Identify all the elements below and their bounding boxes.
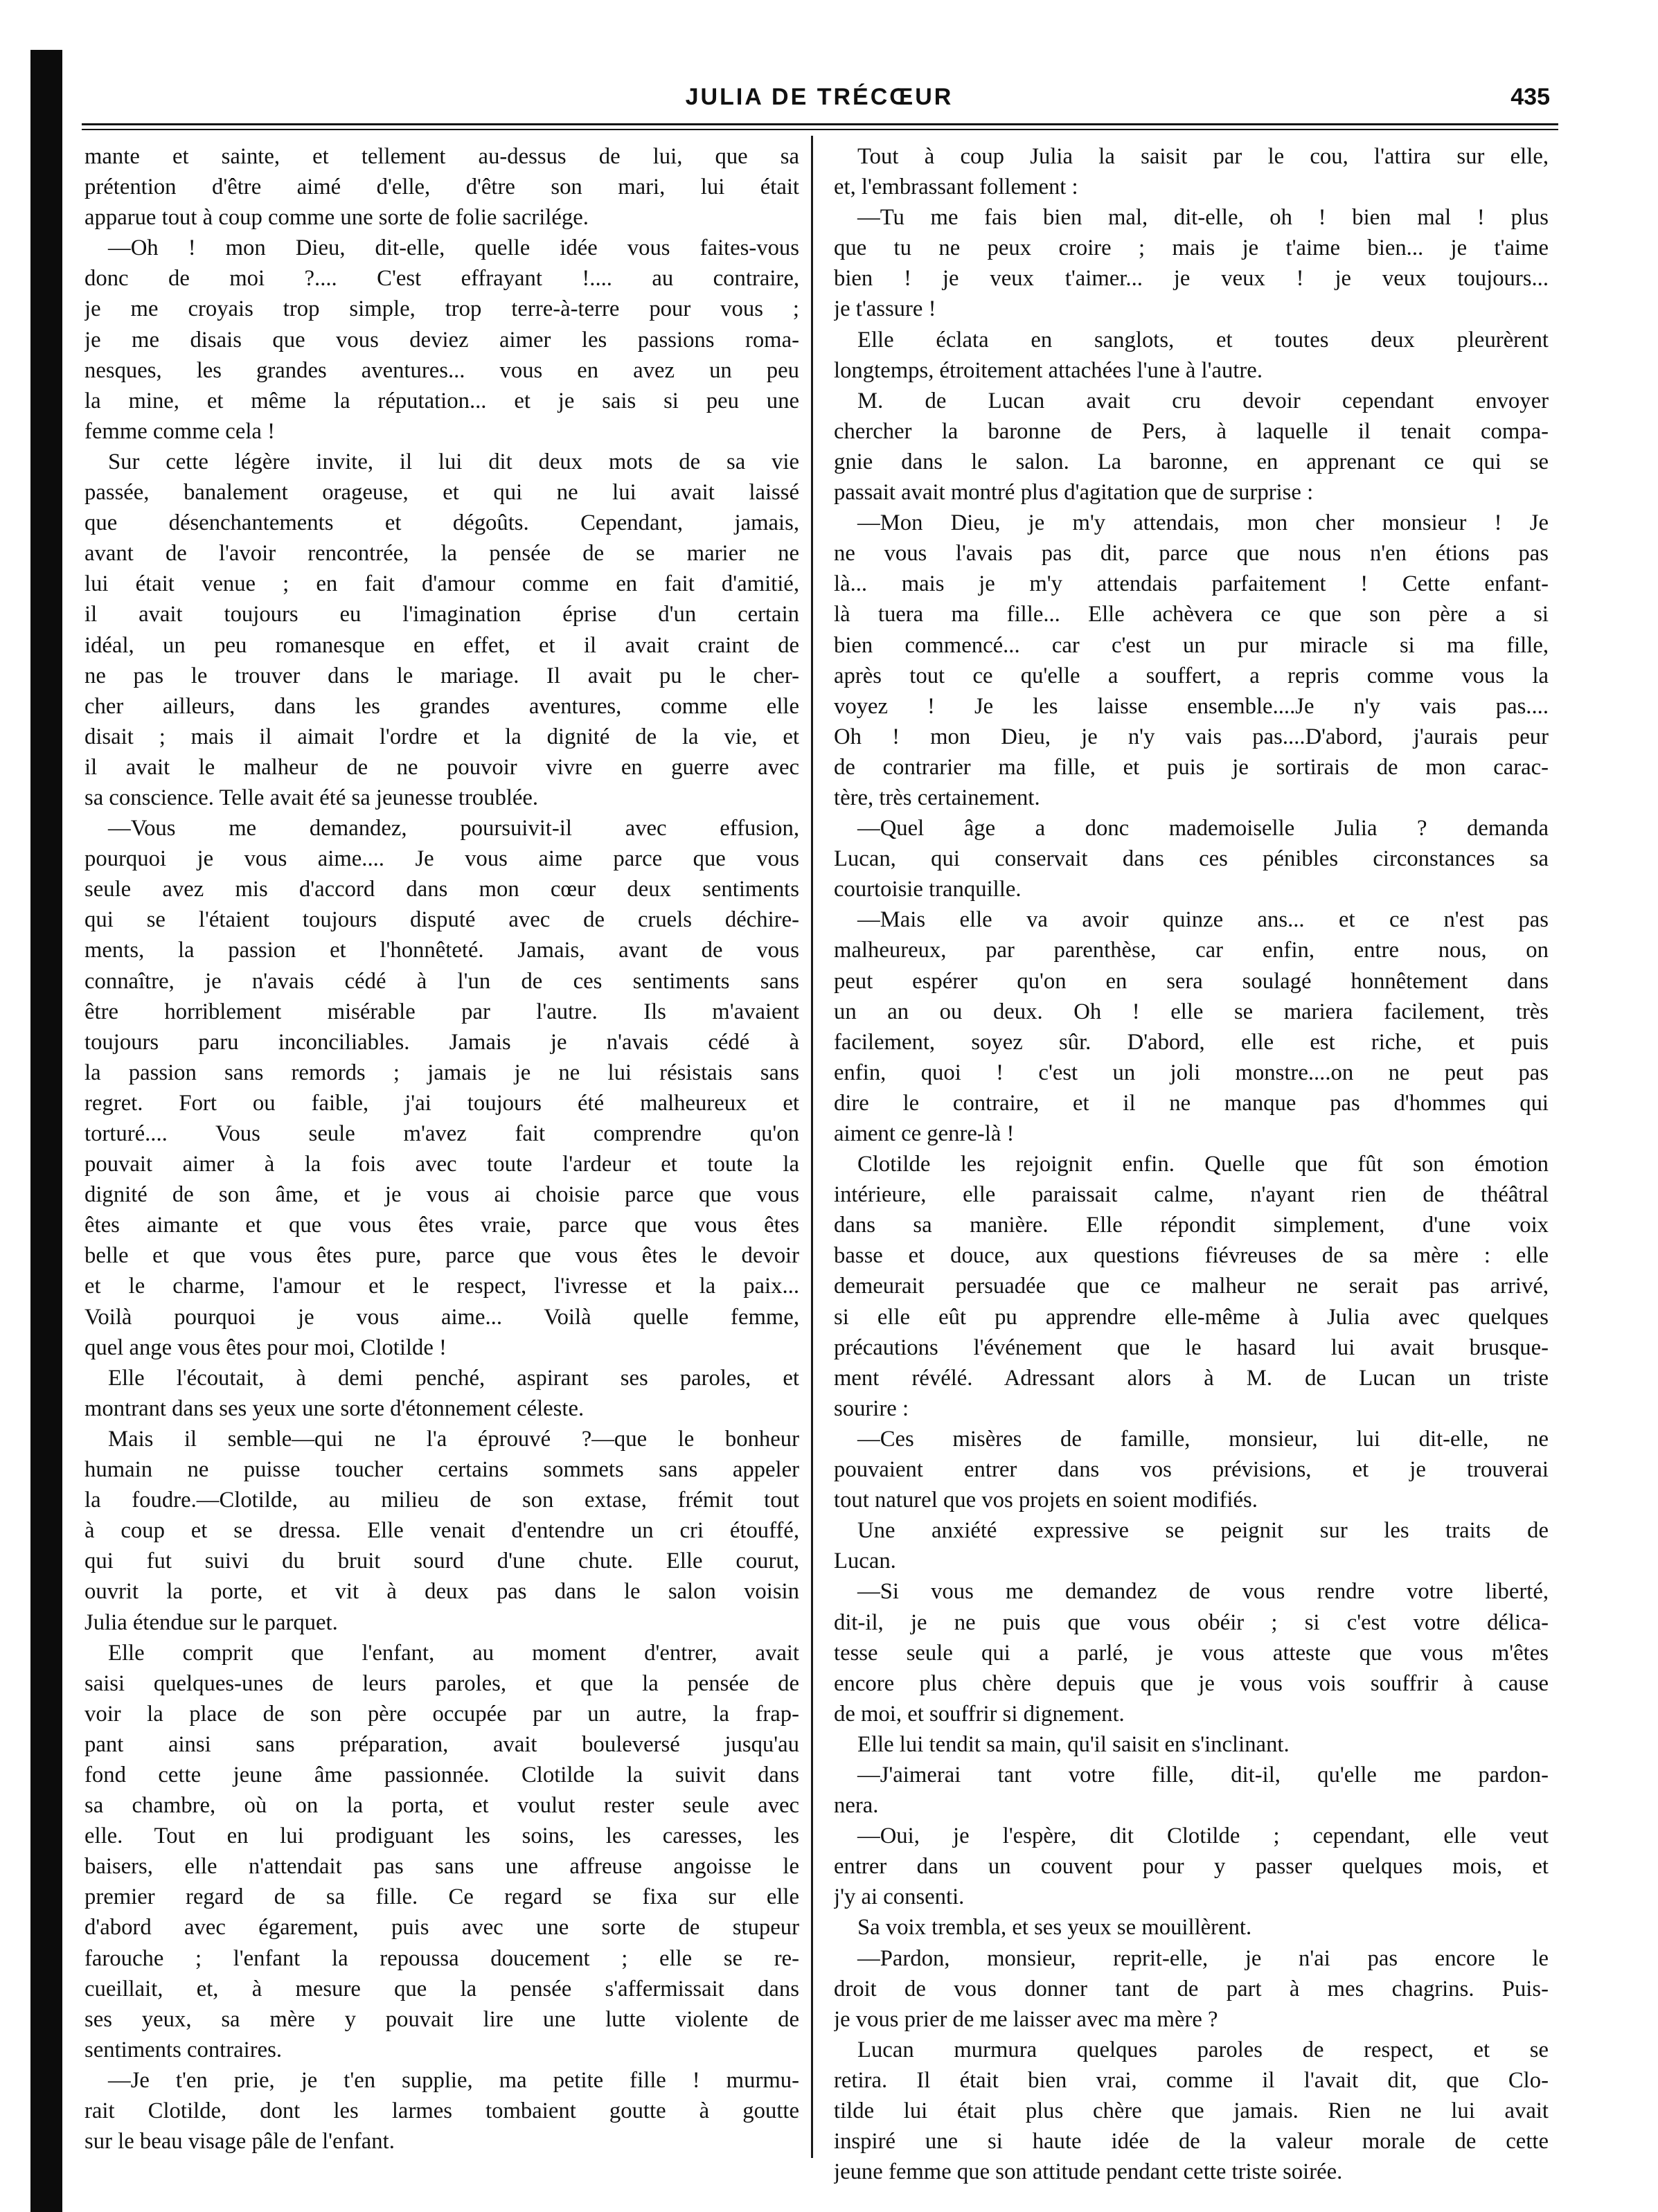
text-line: un an ou deux. Oh ! elle se mariera facilement, très (834, 999, 1549, 1024)
text-line: Lucan. (834, 1549, 896, 1574)
text-line: —Ces misères de famille, monsieur, lui dit-elle, ne (857, 1426, 1549, 1452)
text-line: être horriblement misérable par l'autre. Ils m'avaient (84, 999, 799, 1024)
text-line: tout naturel que vos projets en soient modifiés. (834, 1488, 1258, 1513)
text-line: —Quel âge a donc mademoiselle Julia ? demanda (857, 816, 1549, 841)
text-line: farouche ; l'enfant la repoussa doucement ; elle se re- (84, 1945, 799, 1971)
text-line: Clotilde les rejoignit enfin. Quelle que fût son émotion (857, 1152, 1549, 1177)
text-line: —Mon Dieu, je m'y attendais, mon cher monsieur ! Je (857, 510, 1549, 536)
text-line: peut espérer qu'on en sera soulagé honnêtement dans (834, 968, 1549, 994)
text-line: gnie dans le salon. La baronne, en apprenant ce qui se (834, 449, 1549, 474)
text-line: facilement, soyez sûr. D'abord, elle est riche, et puis (834, 1029, 1549, 1055)
text-line: je t'assure ! (834, 296, 936, 322)
text-line: je me disais que vous deviez aimer les passions roma- (84, 327, 799, 353)
text-line: ouvrit la porte, et vit à deux pas dans le salon voisin (84, 1579, 799, 1605)
text-line: et le charme, l'amour et le respect, l'ivresse et la paix... (84, 1274, 799, 1299)
text-line: Elle l'écoutait, à demi penché, aspirant ses paroles, et (108, 1365, 799, 1391)
header-rule-secondary (82, 129, 1558, 130)
text-line: —Oh ! mon Dieu, dit-elle, quelle idée vous faites-vous (108, 235, 799, 261)
text-line: dire le contraire, et il ne manque pas d'hommes qui (834, 1090, 1549, 1116)
text-line: aiment ce genre-là ! (834, 1121, 1015, 1146)
text-line: premier regard de sa fille. Ce regard se fixa sur elle (84, 1884, 799, 1910)
text-line: tesse seule qui a parlé, je vous atteste que vous m'êtes (834, 1640, 1549, 1666)
text-line: —Je t'en prie, je t'en supplie, ma petite fille ! murmu- (108, 2067, 799, 2093)
text-line: Julia étendue sur le parquet. (84, 1609, 338, 1635)
text-line: regret. Fort ou faible, j'ai toujours été malheureux et (84, 1090, 799, 1116)
text-line: pant ainsi sans préparation, avait bouleversé jusqu'au (84, 1731, 799, 1757)
text-line: toujours paru inconciliables. Jamais je n'avais cédé à (84, 1029, 799, 1055)
text-line: femme comme cela ! (84, 418, 275, 444)
text-column-right (834, 141, 1549, 2187)
text-line: nera. (834, 1793, 879, 1819)
text-line: —Mais elle va avoir quinze ans... et ce n'est pas (857, 907, 1549, 933)
text-line: Elle lui tendit sa main, qu'il saisit en s'inclinant. (857, 1731, 1290, 1757)
text-line: si elle eût pu apprendre elle-même à Julia avec quelques (834, 1304, 1549, 1330)
text-line: passée, banalement orageuse, et qui ne lui avait laissé (84, 480, 799, 506)
text-line: Oh ! mon Dieu, je n'y vais pas....D'abord, j'aurais peur (834, 724, 1549, 749)
text-line: courtoisie tranquille. (834, 877, 1022, 902)
text-line: montrant dans ses yeux une sorte d'étonnement céleste. (84, 1395, 585, 1421)
text-line: précautions l'événement que le hasard lui avait brusque- (834, 1335, 1549, 1360)
text-line: droit de vous donner tant de part à mes chagrins. Puis- (834, 1976, 1549, 2001)
text-line: —Si vous me demandez de vous rendre votre liberté, (857, 1579, 1549, 1605)
text-line: M. de Lucan avait cru devoir cependant envoyer (857, 388, 1549, 413)
text-line: voyez ! Je les laisse ensemble....Je n'y vais pas.... (834, 693, 1549, 719)
text-line: entrer dans un couvent pour y passer quelques mois, et (834, 1854, 1549, 1880)
page-number: 435 (1510, 84, 1550, 110)
text-line: Voilà pourquoi je vous aime... Voilà quelle femme, (84, 1304, 799, 1330)
text-line: pourquoi je vous aime.... Je vous aime parce que vous (84, 846, 799, 872)
text-line: prétention d'être aimé d'elle, d'être son mari, lui était (84, 175, 799, 200)
text-line: lui était venue ; en fait d'amour comme en fait d'amitié, (84, 571, 799, 597)
binding-edge (30, 50, 62, 2212)
page-header (82, 78, 1557, 116)
text-line: sa conscience. Telle avait été sa jeunesse troublée. (84, 785, 539, 810)
text-line: Mais il semble—qui ne l'a éprouvé ?—que le bonheur (108, 1426, 799, 1452)
text-line: il avait le malheur de ne pouvoir vivre en guerre avec (84, 754, 799, 780)
text-line: sourire : (834, 1395, 909, 1421)
text-line: sur le beau visage pâle de l'enfant. (84, 2129, 395, 2155)
text-line: Elle comprit que l'enfant, au moment d'entrer, avait (108, 1640, 799, 1666)
text-line: fond cette jeune âme passionnée. Clotilde la suivit dans (84, 1762, 799, 1787)
text-line: tère, très certainement. (834, 785, 1040, 810)
text-line: ments, la passion et l'honnêteté. Jamais, avant de vous (84, 938, 799, 963)
text-line: quel ange vous êtes pour moi, Clotilde ! (84, 1335, 447, 1360)
text-line: qui se l'étaient toujours disputé avec de cruels déchire- (84, 907, 799, 933)
text-line: retira. Il était bien vrai, comme il l'avait dit, que Clo- (834, 2067, 1549, 2093)
text-line: humain ne puisse toucher certains sommets sans appeler (84, 1457, 799, 1483)
text-line: ne pas le trouver dans le mariage. Il avait pu le cher- (84, 663, 799, 688)
text-line: demeurait persuadée que ce malheur ne serait pas arrivé, (834, 1274, 1549, 1299)
text-line: bien commencé... car c'est un pur miracle si ma fille, (834, 632, 1549, 658)
text-line: cher ailleurs, dans les grandes aventures, comme elle (84, 693, 799, 719)
text-column-left (84, 141, 799, 2157)
text-line: pouvaient entrer dans vos prévisions, et je trouverai (834, 1457, 1549, 1483)
text-line: Lucan, qui conservait dans ces pénibles circonstances sa (834, 846, 1549, 872)
text-line: cueillait, et, à mesure que la pensée s'affermissait dans (84, 1976, 799, 2001)
text-line: dit-il, je ne puis que vous obéir ; si c'est votre délica- (834, 1609, 1549, 1635)
text-line: belle et que vous êtes pure, parce que vous êtes le devoir (84, 1243, 799, 1269)
column-divider (811, 136, 813, 2158)
text-line: voir la place de son père occupée par un autre, la frap- (84, 1701, 799, 1727)
text-line: enfin, quoi ! c'est un joli monstre....on ne peut pas (834, 1060, 1549, 1085)
text-line: la passion sans remords ; jamais je ne lui résistais sans (84, 1060, 799, 1085)
text-line: —Vous me demandez, poursuivit-il avec effusion, (108, 816, 799, 841)
text-line: apparue tout à coup comme une sorte de folie sacrilége. (84, 205, 589, 231)
text-line: —Tu me fais bien mal, dit-elle, oh ! bien mal ! plus (857, 205, 1549, 231)
text-line: Elle éclata en sanglots, et toutes deux pleurèrent (857, 327, 1549, 353)
text-line: avant de l'avoir rencontrée, la pensée de se marier ne (84, 541, 799, 567)
text-line: —J'aimerai tant votre fille, dit-il, qu'elle me pardon- (857, 1762, 1549, 1787)
text-line: je me croyais trop simple, trop terre-à-terre pour vous ; (84, 296, 799, 322)
text-line: ses yeux, sa mère y pouvait lire une lutte violente de (84, 2006, 799, 2032)
header-rule (82, 123, 1558, 125)
text-line: à coup et se dressa. Elle venait d'entendre un cri étouffé, (84, 1518, 799, 1544)
text-line: de moi, et souffrir si dignement. (834, 1701, 1125, 1727)
text-line: tilde lui était plus chère que jamais. Rien ne lui avait (834, 2098, 1549, 2123)
text-line: basse et douce, aux questions fiévreuses de sa mère : elle (834, 1243, 1549, 1269)
text-line: après tout ce qu'elle a souffert, a repris comme vous la (834, 663, 1549, 688)
text-line: baisers, elle n'attendait pas sans une affreuse angoisse le (84, 1854, 799, 1880)
text-line: Sur cette légère invite, il lui dit deux mots de sa vie (108, 449, 799, 474)
text-line: d'abord avec égarement, puis avec une sorte de stupeur (84, 1915, 799, 1941)
text-line: j'y ai consenti. (834, 1884, 965, 1910)
text-line: la foudre.—Clotilde, au milieu de son extase, frémit tout (84, 1488, 799, 1513)
text-line: qui fut suivi du bruit sourd d'une chute. Elle courut, (84, 1549, 799, 1574)
text-line: Sa voix trembla, et ses yeux se mouillèrent. (857, 1915, 1252, 1941)
text-line: longtemps, étroitement attachées l'une à l'autre. (834, 357, 1263, 383)
running-title: JULIA DE TRÉCŒUR (685, 84, 954, 110)
text-line: —Pardon, monsieur, reprit-elle, je n'ai pas encore le (857, 1945, 1549, 1971)
text-line: passait avait montré plus d'agitation que de surprise : (834, 480, 1314, 506)
text-line: la mine, et même la réputation... et je sais si peu une (84, 388, 799, 413)
text-line: jeune femme que son attitude pendant cette triste soirée. (834, 2159, 1343, 2185)
text-line: torturé.... Vous seule m'avez fait comprendre qu'on (84, 1121, 799, 1146)
text-line: disait ; mais il aimait l'ordre et la dignité de la vie, et (84, 724, 799, 749)
text-line: bien ! je veux t'aimer... je veux ! je veux toujours... (834, 266, 1549, 292)
text-line: connaître, je n'avais cédé à l'un de ces sentiments sans (84, 968, 799, 994)
text-line: ment révélé. Adressant alors à M. de Lucan un triste (834, 1365, 1549, 1391)
text-line: mante et sainte, et tellement au-dessus de lui, que sa (84, 144, 799, 169)
text-line: inspiré une si haute idée de la valeur morale de cette (834, 2129, 1549, 2155)
text-line: là tuera ma fille... Elle achèvera ce que son père a si (834, 602, 1549, 627)
text-line: encore plus chère depuis que je vous vois souffrir à cause (834, 1670, 1549, 1696)
text-line: Tout à coup Julia la saisit par le cou, l'attira sur elle, (857, 144, 1549, 169)
text-line: il avait toujours eu l'imagination éprise d'un certain (84, 602, 799, 627)
text-line: malheureux, par parenthèse, car enfin, entre nous, on (834, 938, 1549, 963)
text-line: elle. Tout en lui prodiguant les soins, les caresses, les (84, 1823, 799, 1849)
text-line: sentiments contraires. (84, 2037, 283, 2062)
text-line: là... mais je m'y attendais parfaitement ! Cette enfant- (834, 571, 1549, 597)
text-line: êtes aimante et que vous êtes vraie, parce que vous êtes (84, 1213, 799, 1238)
text-line: Une anxiété expressive se peignit sur les traits de (857, 1518, 1549, 1544)
text-line: chercher la baronne de Pers, à laquelle il tenait compa- (834, 418, 1549, 444)
text-line: saisi quelques-unes de leurs paroles, et que la pensée de (84, 1670, 799, 1696)
text-line: de contrarier ma fille, et puis je sortirais de mon carac- (834, 754, 1549, 780)
text-line: que tu ne peux croire ; mais je t'aime bien... je t'aime (834, 235, 1549, 261)
text-line: rait Clotilde, dont les larmes tombaient goutte à goutte (84, 2098, 799, 2123)
text-line: nesques, les grandes aventures... vous en avez un peu (84, 357, 799, 383)
text-line: Lucan murmura quelques paroles de respect, et se (857, 2037, 1549, 2062)
text-line: ne vous l'avais pas dit, parce que nous n'en étions pas (834, 541, 1549, 567)
text-line: —Oui, je l'espère, dit Clotilde ; cependant, elle veut (857, 1823, 1549, 1849)
text-line: idéal, un peu romanesque en effet, et il avait craint de (84, 632, 799, 658)
text-line: sa chambre, où on la porta, et voulut rester seule avec (84, 1793, 799, 1819)
text-line: et, l'embrassant follement : (834, 175, 1078, 200)
text-line: que désenchantements et dégoûts. Cependant, jamais, (84, 510, 799, 536)
text-line: pouvait aimer à la fois avec toute l'ardeur et toute la (84, 1152, 799, 1177)
text-line: dans sa manière. Elle répondit simplement, d'une voix (834, 1213, 1549, 1238)
text-line: seule avez mis d'accord dans mon cœur deux sentiments (84, 877, 799, 902)
text-line: donc de moi ?.... C'est effrayant !.... au contraire, (84, 266, 799, 292)
text-line: dignité de son âme, et je vous ai choisie parce que vous (84, 1182, 799, 1208)
text-line: je vous prier de me laisser avec ma mère ? (834, 2006, 1218, 2032)
text-line: intérieure, elle paraissait calme, n'ayant rien de théâtral (834, 1182, 1549, 1208)
